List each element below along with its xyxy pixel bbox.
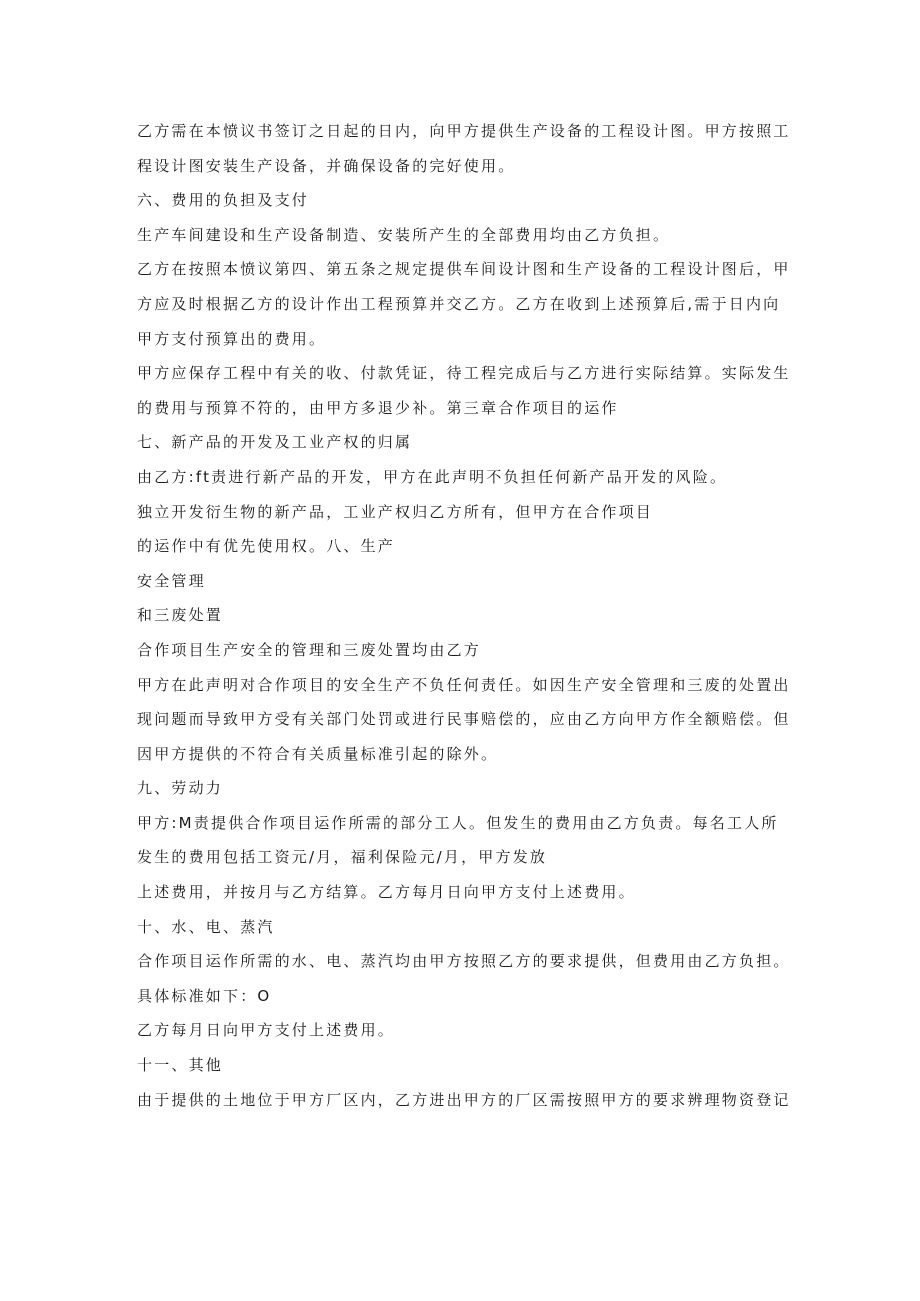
text-line: 生产车间建设和生产设备制造、安装所产生的全部费用均由乙方负担。 xyxy=(137,225,671,244)
text-line: 的费用与预算不符的，由甲方多退少补。第三章合作项目的运作 xyxy=(137,398,619,417)
section-heading: 六、费用的负担及支付 xyxy=(137,191,310,210)
text-line: 乙方每月日向甲方支付上述费用。 xyxy=(137,1021,396,1040)
text-line: 合作项目生产安全的管理和三废处置均由乙方 xyxy=(137,640,482,659)
text-line: 方应及时根据乙方的设计作出工程预算并交乙方。乙方在收到上述预算后,需于日内向 xyxy=(137,294,781,313)
text-line: 上述费用，并按月与乙方结算。乙方每月日向甲方支付上述费用。 xyxy=(137,883,636,902)
text-line: 发生的费用包括工资元/月，福利保险元/月，甲方发放 xyxy=(137,848,548,867)
text-line: 由于提供的土地位于甲方厂区内，乙方进出甲方的厂区需按照甲方的要求辨理物资登记 xyxy=(137,1090,791,1109)
section-heading: 九、劳动力 xyxy=(137,779,224,798)
text-line: 甲方应保存工程中有关的收、付款凭证，待工程完成后与乙方进行实际结算。实际发生 xyxy=(137,364,791,383)
text-line: 由乙方:ft责进行新产品的开发，甲方在此声明不负担任何新产品开发的风险。 xyxy=(137,467,728,486)
text-line: 因甲方提供的不符合有关质量标准引起的除外。 xyxy=(137,744,499,763)
text-line: 乙方在按照本愤议第四、第五条之规定提供车间设计图和生产设备的工程设计图后，甲 xyxy=(137,260,791,279)
text-line: 甲方在此声明对合作项目的安全生产不负任何责任。如因生产安全管理和三废的处置出 xyxy=(137,675,791,694)
text-line: 安全管理 xyxy=(137,571,206,590)
text-line: 和三废处置 xyxy=(137,606,224,625)
text-line: 合作项目运作所需的水、电、蒸汽均由甲方按照乙方的要求提供，但费用由乙方负担。 xyxy=(137,952,791,971)
section-heading: 十、水、电、蒸汽 xyxy=(137,917,275,936)
text-line: 的运作中有优先使用权。八、生产 xyxy=(137,537,396,556)
text-line: 甲方支付预算出的费用。 xyxy=(137,329,327,348)
text-line: 具体标准如下：O xyxy=(137,986,272,1005)
text-line: 独立开发衍生物的新产品，工业产权归乙方所有，但甲方在合作项目 xyxy=(137,502,654,521)
section-heading: 七、新产品的开发及工业产权的归属 xyxy=(137,433,413,452)
document-body xyxy=(137,114,789,1117)
text-line: 现问题而导致甲方受有关部门处罚或进行民事赔偿的，应由乙方向甲方作全额赔偿。但 xyxy=(137,710,791,729)
text-line: 乙方需在本愤议书签订之日起的日内，向甲方提供生产设备的工程设计图。甲方按照工 xyxy=(137,122,791,140)
text-line: 甲方:M责提供合作项目运作所需的部分工人。但发生的费用由乙方负责。每名工人所 xyxy=(137,813,779,832)
section-heading: 十一、其他 xyxy=(137,1056,224,1075)
text-line: 程设计图安装生产设备，并确保设备的完好使用。 xyxy=(137,156,516,175)
